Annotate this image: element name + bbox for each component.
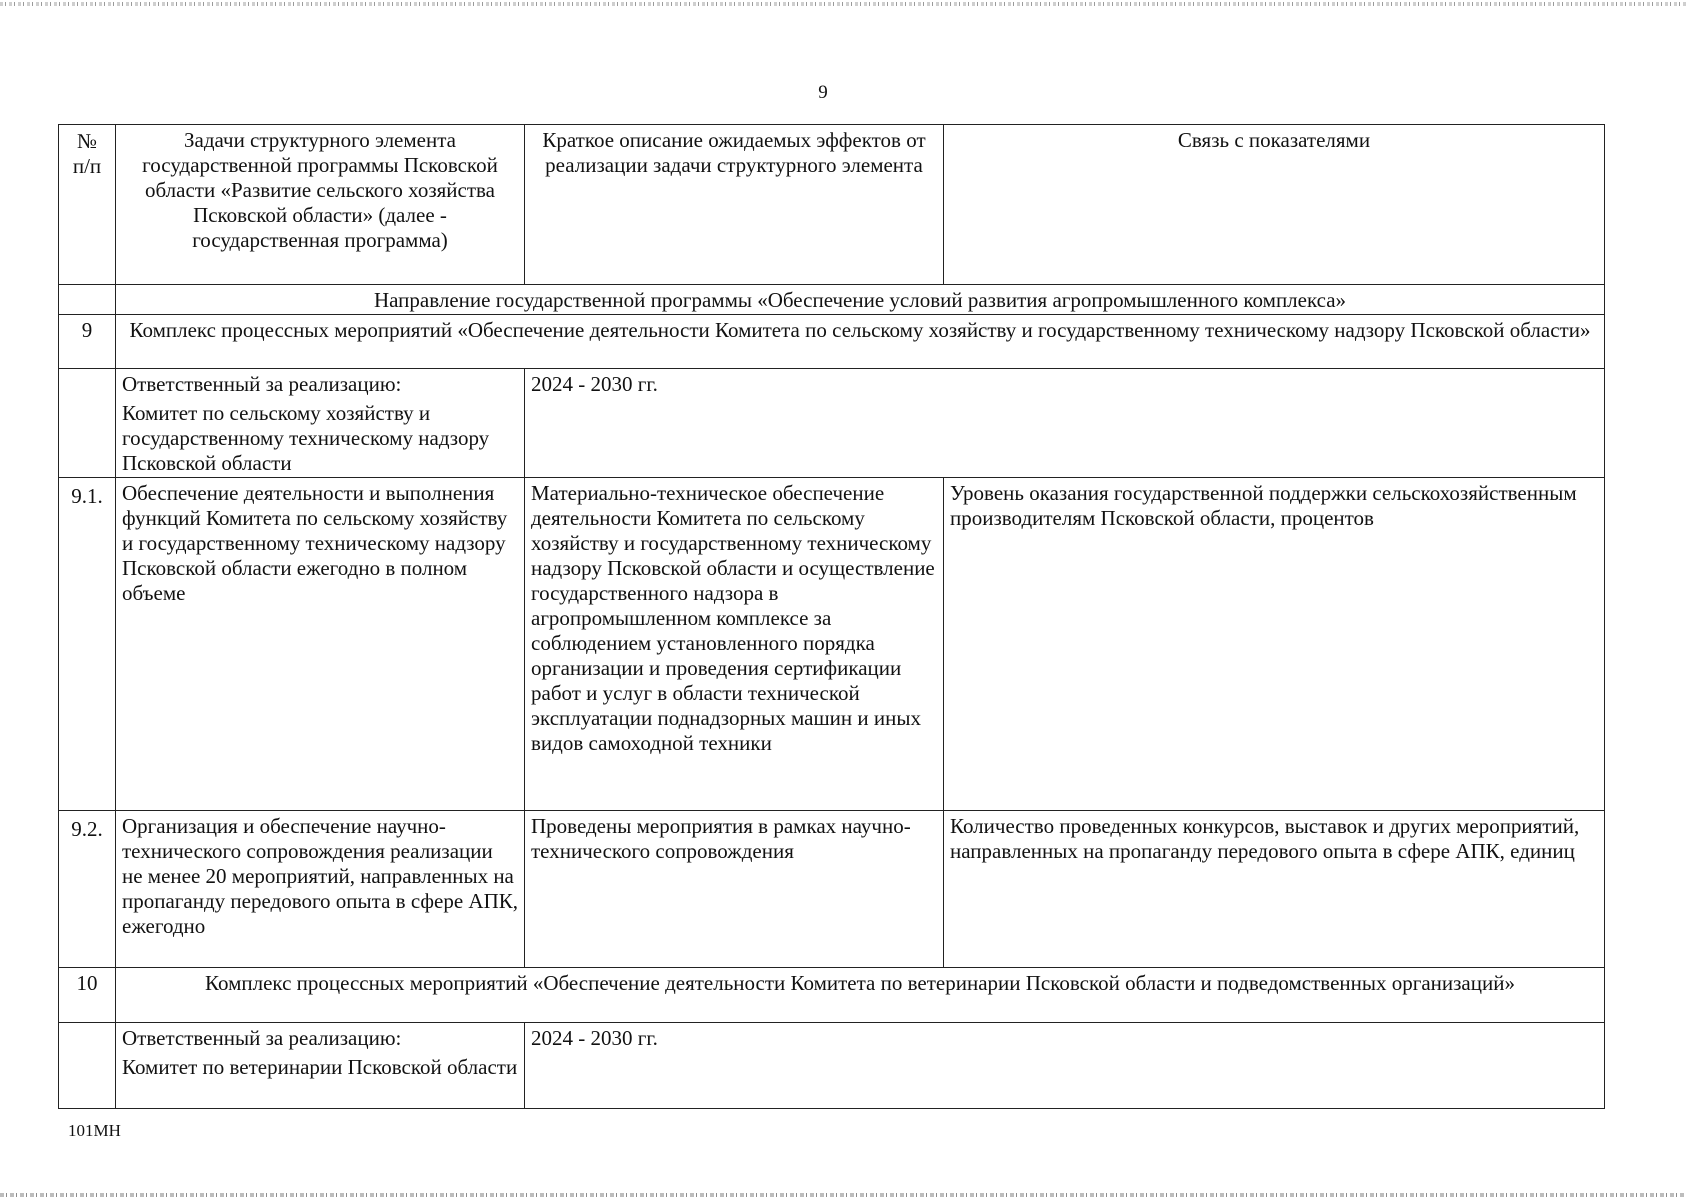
- direction-row: [59, 285, 1605, 315]
- responsible-label: Ответственный за реализацию:: [122, 372, 402, 396]
- page-number: 9: [818, 82, 828, 103]
- header-effects: Краткое описание ожидаемых эффектов от реализации задачи структурного элемента: [525, 125, 944, 285]
- direction-num-cell: [59, 285, 116, 315]
- task-num: 9.1.: [59, 478, 116, 811]
- task-description: Обеспечение деятельности и выполнения функций Комитета по сельскому хозяйству и государственному техническому надзору Псковской области ежегодно в полном объеме: [116, 478, 525, 811]
- responsible-label: Ответственный за реализацию:: [122, 1026, 402, 1050]
- task-effect: Проведены мероприятия в рамках научно-технического сопровождения: [525, 811, 944, 968]
- program-table: [58, 124, 1605, 1109]
- section-title: Комплекс процессных мероприятий «Обеспечение деятельности Комитета по ветеринарии Псковской области и подведомственных организаций»: [116, 968, 1605, 1023]
- responsible-period: 2024 - 2030 гг.: [525, 1023, 1605, 1109]
- task-row: [59, 478, 1605, 811]
- task-row: [59, 811, 1605, 968]
- direction-title: Направление государственной программы «Обеспечение условий развития агропромышленного комплекса»: [116, 285, 1605, 315]
- responsible-period: 2024 - 2030 гг.: [525, 369, 1605, 478]
- scan-edge-top: [0, 2, 1686, 6]
- header-link: Связь с показателями: [944, 125, 1605, 285]
- responsible-name: Комитет по ветеринарии Псковской области: [122, 1055, 518, 1079]
- task-description: Организация и обеспечение научно-технического сопровождения реализации не менее 20 мероприятий, направленных на пропаганду передового опыта в сфере АПК, ежегодно: [116, 811, 525, 968]
- responsible-num-cell: [59, 369, 116, 478]
- section-row: [59, 315, 1605, 369]
- section-row: [59, 968, 1605, 1023]
- footer-code: 101МН: [68, 1121, 121, 1140]
- responsible-name: Комитет по сельскому хозяйству и государственному техническому надзору Псковской области: [122, 401, 490, 475]
- scan-edge-bottom: [0, 1193, 1686, 1197]
- section-num: 9: [59, 315, 116, 369]
- section-num: 10: [59, 968, 116, 1023]
- header-tasks: Задачи структурного элемента государственной программы Псковской области «Развитие сельского хозяйства Псковской области» (далее - государственная программа): [116, 125, 525, 285]
- table-header-row: [59, 125, 1605, 285]
- responsible-cell: [116, 1023, 525, 1109]
- section-title: Комплекс процессных мероприятий «Обеспечение деятельности Комитета по сельскому хозяйству и государственному техническому надзору Псковской области»: [116, 315, 1605, 369]
- task-num: 9.2.: [59, 811, 116, 968]
- responsible-row: [59, 369, 1605, 478]
- task-indicator-link: Количество проведенных конкурсов, выставок и других мероприятий, направленных на пропаганду передового опыта в сфере АПК, единиц: [944, 811, 1605, 968]
- responsible-num-cell: [59, 1023, 116, 1109]
- header-num: № п/п: [59, 125, 116, 285]
- task-effect: Материально-техническое обеспечение деятельности Комитета по сельскому хозяйству и государственному техническому надзору Псковской области и осуществление государственного надзора в агропромышленном комплексе за соблюдением установленного порядка организации и проведения сертификации работ и услуг в области технической эксплуатации поднадзорных машин и иных видов самоходной техники: [525, 478, 944, 811]
- responsible-cell: [116, 369, 525, 478]
- responsible-row: [59, 1023, 1605, 1109]
- task-indicator-link: Уровень оказания государственной поддержки сельскохозяйственным производителям Псковской области, процентов: [944, 478, 1605, 811]
